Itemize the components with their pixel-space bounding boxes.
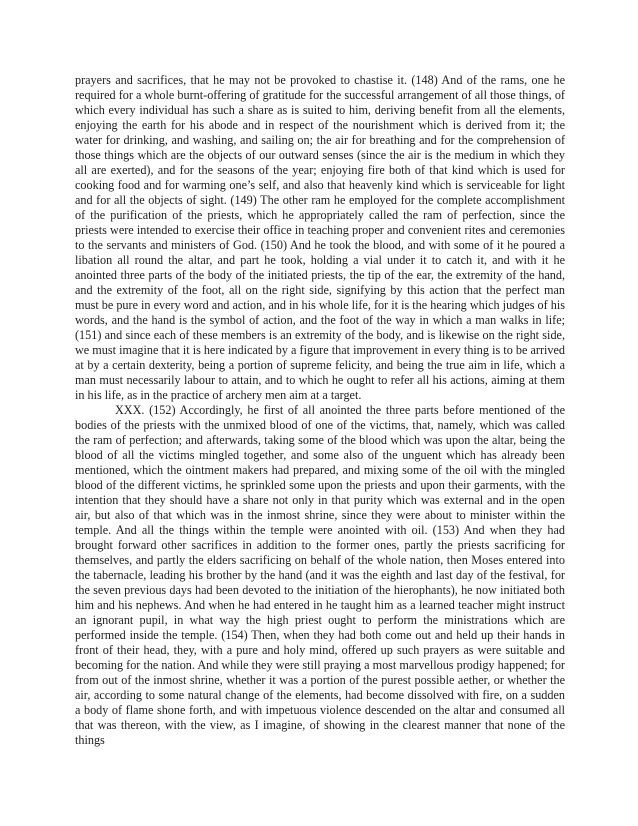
paragraph: prayers and sacrifices, that he may not be provoked to chastise it. (148) And of the rams, one he required for a whole burnt-offering of gratitude for the successful arrangement of all those things, of which every individual has such a share as is suited to him, deriving benefit from all the elements, enjoying the earth for his abode and in respect of the nourishment which is derived from it; the water for drinking, and washing, and sailing on; the air for breathing and for the comprehension of those things which are the objects of our outward senses (since the air is the medium in which they all are exerted), and for the seasons of the year; enjoying fire both of that kind which is used for cooking food and for warming one’s self, and also that heavenly kind which is serviceable for light and for all the objects of sight. (149) The other ram he employed for the complete accomplishment of the purification of the priests, which he appropriately called the ram of perfection, since the priests were intended to exercise their office in teaching proper and convenient rites and ceremonies to the servants and ministers of God. (150) And he took the blood, and with some of it he poured a libation all round the altar, and part he took, holding a vial under it to catch it, and with it he anointed three parts of the body of the initiated priests, the tip of the ear, the extremity of the hand, and the extremity of the foot, all on the right side, signifying by this action that the perfect man must be pure in every word and action, and in his whole life, for it is the hearing which judges of his words, and the hand is the symbol of action, and the foot of the way in which a man walks in life; (151) and since each of these members is an extremity of the body, and is likewise on the right side, we must imagine that it is here indicated by a figure that improvement in every thing is to be arrived at by a certain dexterity, being a portion of supreme felicity, and being the true aim in life, which a man must necessarily labour to attain, and to which he ought to refer all his actions, aiming at them in his life, as in the practice of archery men aim at a target. [75,73,565,402]
paragraph: XXX. (152) Accordingly, he first of all anointed the three parts before mentioned of the bodies of the priests with the unmixed blood of one of the victims, that, namely, which was called the ram of perfection; and afterwards, taking some of the blood which was upon the altar, being the blood of all the victims mingled together, and some also of the unguent which has already been mentioned, which the ointment makers had prepared, and mixing some of the oil with the mingled blood of the different victims, he sprinkled some upon the priests and upon their garments, with the intention that they should have a share not only in that purity which was external and in the open air, but also of that which was in the inmost shrine, since they were about to minister within the temple. And all the things within the temple were anointed with oil. (153) And when they had brought forward other sacrifices in addition to the former ones, partly the priests sacrificing for themselves, and partly the elders sacrificing on behalf of the whole nation, then Moses entered into the tabernacle, leading his brother by the hand (and it was the eighth and last day of the festival, for the seven previous days had been devoted to the initiation of the hierophants), he now initiated both him and his nephews. And when he had entered in he taught him as a learned teacher might instruct an ignorant pupil, in what way the high priest ought to perform the ministrations which are performed inside the temple. (154) Then, when they had both come out and held up their hands in front of their head, they, with a pure and holy mind, offered up such prayers as were suitable and becoming for the nation. And while they were still praying a most marvellous prodigy happened; for from out of the inmost shrine, whether it was a portion of the purest possible aether, or whether the air, according to some natural change of the elements, had become dissolved with fire, on a sudden a body of flame shone forth, and with impetuous violence descended on the altar and consumed all that was thereon, with the view, as I imagine, of showing in the clearest manner that none of the things [75,403,565,747]
body-text [75,73,565,748]
